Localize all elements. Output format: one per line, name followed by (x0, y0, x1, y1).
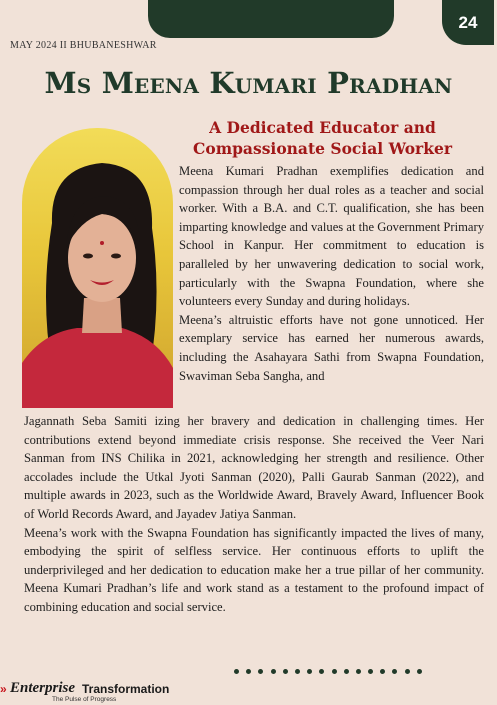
portrait-illustration (22, 128, 173, 408)
article-subtitle: A Dedicated Educator and Compassionate Social Worker (193, 118, 452, 158)
logo-word-enterprise: Enterprise (10, 680, 76, 696)
logo-word-transformation: Transformation (82, 682, 170, 696)
header-decoration-bar (148, 0, 394, 38)
page-number: 24 (442, 0, 494, 45)
article-body-full-width (24, 412, 484, 617)
logo-tagline: The Pulse of Progress (52, 696, 117, 703)
magazine-logo (0, 680, 200, 705)
decorative-dots (234, 669, 422, 674)
paragraph-awards-start: Meena’s altruistic efforts have not gone unnoticed. Her exemplary service has earned her numerous awards, including the Asahayara Sathi from Swapna Foundation, Swaviman Seba Sangha, and (179, 312, 484, 383)
logo-arrow-icon: » (0, 682, 7, 696)
article-title: Ms Meena Kumari Pradhan (44, 66, 453, 100)
dateline: MAY 2024 II BHUBANESHWAR (10, 40, 157, 51)
paragraph-intro: Meena Kumari Pradhan exemplifies dedication and compassion through her dual roles as a teacher and social worker. With a B.A. and C.T. qualification, she has been imparting knowledge and values at the Government Primary School in Kanpur. Her commitment to education is paralleled by her unwavering dedication to social work, particularly with the Swapna Foundation, where she volunteers every Sunday and during holidays. (179, 164, 484, 309)
profile-photo (22, 128, 173, 408)
paragraph-impact: Meena’s work with the Swapna Foundation has significantly impacted the lives of many, embodying the spirit of selfless service. Her continuous efforts to uplift the underprivileged and her dedication to education make her a true pillar of her community. Meena Kumari Pradhan’s life and work stand as a testament to the profound impact of combining education and social service. (24, 525, 484, 614)
paragraph-awards-continued: Jagannath Seba Samiti izing her bravery and dedication in challenging times. Her contributions extend beyond immediate crisis response. She received the Veer Nari Sanman from INS Chilika in 2021, acknowledging her strength and resilience. Other accolades include the Utkal Jyoti Sanman (2020), Palli Gaurab Sanman (2022), and multiple awards in 2023, such as the Worldwide Award, Bravely Award, Influencer Book of World Records Award, and Jayadev Jatiya Sanman. (24, 414, 484, 521)
article-body-right-column (179, 162, 484, 385)
